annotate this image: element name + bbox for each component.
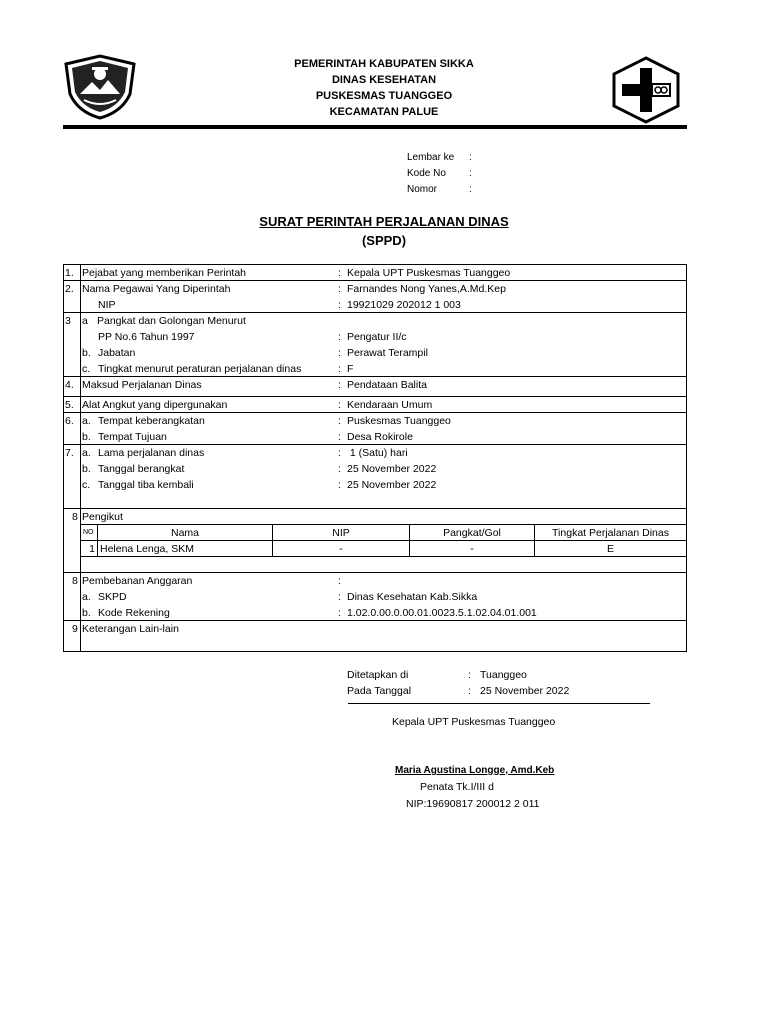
row6-num: 6. [65, 415, 74, 427]
row4-value: Pendataan Balita [347, 379, 427, 391]
letterhead-line-4: KECAMATAN PALUE [329, 106, 439, 118]
pengikut-col-nama: Nama [98, 525, 273, 541]
row8bb-value: 1.02.0.00.0.00.01.0023.5.1.02.04.01.001 [347, 607, 537, 619]
row4-num: 4. [65, 379, 74, 391]
row3b-value: Perawat Terampil [347, 347, 428, 359]
signer-rank: Penata Tk.I/III d [420, 781, 494, 793]
row6b-label: Tempat Tujuan [98, 431, 167, 443]
meta-kode-no: Kode No : [407, 168, 472, 179]
pengikut-no: 1 [81, 541, 98, 557]
row8ba-mark: a. [82, 591, 91, 603]
row1-num: 1. [65, 267, 74, 279]
letterhead-line-1: PEMERINTAH KABUPATEN SIKKA [294, 58, 474, 70]
row1-label: Pejabat yang memberikan Perintah [82, 267, 247, 279]
row3c-mark: c. [82, 363, 91, 375]
row5-num: 5. [65, 399, 74, 411]
row6b-value: Desa Rokirole [347, 431, 413, 443]
row3-pp-colon: : [338, 331, 341, 343]
row4-colon: : [338, 379, 341, 391]
signature-divider [348, 703, 650, 704]
pengikut-header-row [81, 525, 687, 541]
row7a-value: 1 (Satu) hari [347, 447, 408, 459]
row8bb-label: Kode Rekening [98, 607, 170, 619]
puskesmas-logo [610, 56, 682, 124]
row2-nip-colon: : [338, 299, 341, 311]
row2-nip-label: NIP [98, 299, 116, 311]
row3b-label: Jabatan [98, 347, 136, 359]
row7a-colon: : [338, 447, 341, 459]
row6a-label: Tempat keberangkatan [98, 415, 205, 427]
meta-nomor: Nomor : [407, 184, 472, 195]
row3b-mark: b. [82, 347, 91, 359]
pengikut-col-nip: NIP [273, 525, 410, 541]
letterhead-line-2: DINAS KESEHATAN [331, 74, 437, 86]
row7c-value: 25 November 2022 [347, 479, 437, 491]
pengikut-table [80, 524, 687, 557]
row3c-label: Tingkat menurut peraturan perjalanan dinas [98, 363, 302, 375]
row8ba-value: Dinas Kesehatan Kab.Sikka [347, 591, 478, 603]
row7b-mark: b. [82, 463, 91, 475]
row3c-colon: : [338, 363, 341, 375]
row8ba-label: SKPD [98, 591, 127, 603]
row-divider [64, 508, 686, 509]
row3-mark: a [82, 315, 88, 327]
row3c-value: F [347, 363, 354, 375]
row6a-colon: : [338, 415, 341, 427]
row6b-colon: : [338, 431, 341, 443]
signer-name: Maria Agustina Longge, Amd.Keb [395, 765, 555, 776]
date-colon: : [468, 685, 471, 697]
pengikut-nama: Helena Lenga, SKM [98, 541, 273, 557]
row9-num: 9 [72, 623, 78, 635]
pengikut-col-tingkat: Tingkat Perjalanan Dinas [535, 525, 687, 541]
row3-pp-label: PP No.6 Tahun 1997 [98, 331, 195, 343]
row7a-mark: a. [82, 447, 91, 459]
pengikut-pangkat: - [410, 541, 535, 557]
row2-colon: : [338, 283, 341, 295]
sppd-form [63, 264, 687, 652]
letterhead-line-3: PUSKESMAS TUANGGEO [315, 90, 453, 102]
row8bb-colon: : [338, 607, 341, 619]
row2-nip-value: 19921029 202012 1 003 [347, 299, 461, 311]
meta-lembar: Lembar ke : [407, 152, 472, 163]
row8-label: Pengikut [82, 511, 123, 523]
row8-num: 8 [72, 511, 78, 523]
row6a-value: Puskesmas Tuanggeo [347, 415, 451, 427]
row9-label: Keterangan Lain-lain [82, 623, 179, 635]
pengikut-nip: - [273, 541, 410, 557]
row2-label: Nama Pegawai Yang Diperintah [82, 283, 231, 295]
row7c-mark: c. [82, 479, 91, 491]
row2-num: 2. [65, 283, 74, 295]
row7-num: 7. [65, 447, 74, 459]
row6b-mark: b. [82, 431, 91, 443]
row3-label: Pangkat dan Golongan Menurut [97, 315, 246, 327]
table-row [81, 541, 687, 557]
row2-value: Farnandes Nong Yanes,A.Md.Kep [347, 283, 506, 295]
row7b-colon: : [338, 463, 341, 475]
row3-num: 3 [65, 315, 71, 327]
signer-position: Kepala UPT Puskesmas Tuanggeo [392, 716, 556, 728]
row7c-colon: : [338, 479, 341, 491]
row7a-label: Lama perjalanan dinas [98, 447, 205, 459]
row1-colon: : [338, 267, 341, 279]
row8b-colon: : [338, 575, 341, 587]
row8ba-colon: : [338, 591, 341, 603]
row5-colon: : [338, 399, 341, 411]
row8b-num: 8 [72, 575, 78, 587]
date-value: 25 November 2022 [480, 685, 570, 697]
row8b-label: Pembebanan Anggaran [82, 575, 193, 587]
place-value: Tuanggeo [480, 669, 527, 681]
signer-nip: NIP:19690817 200012 2 011 [406, 798, 540, 810]
row7b-label: Tanggal berangkat [98, 463, 185, 475]
date-label: Pada Tanggal [347, 685, 412, 697]
pengikut-tingkat: E [535, 541, 687, 557]
place-colon: : [468, 669, 471, 681]
row3b-colon: : [338, 347, 341, 359]
row3-pp-value: Pengatur II/c [347, 331, 407, 343]
row7b-value: 25 November 2022 [347, 463, 437, 475]
row6a-mark: a. [82, 415, 91, 427]
document-abbr: (SPPD) [361, 233, 407, 248]
row8bb-mark: b. [82, 607, 91, 619]
row5-label: Alat Angkut yang dipergunakan [82, 399, 228, 411]
row7c-label: Tanggal tiba kembali [98, 479, 194, 491]
place-label: Ditetapkan di [347, 669, 409, 681]
row5-value: Kendaraan Umum [347, 399, 433, 411]
row1-value: Kepala UPT Puskesmas Tuanggeo [347, 267, 511, 279]
pengikut-col-no: NO [81, 525, 98, 541]
letterhead-divider [63, 125, 687, 129]
document-title: SURAT PERINTAH PERJALANAN DINAS [259, 214, 509, 229]
col-divider-number [80, 265, 81, 651]
pengikut-col-pangkat: Pangkat/Gol [410, 525, 535, 541]
row4-label: Maksud Perjalanan Dinas [82, 379, 202, 391]
